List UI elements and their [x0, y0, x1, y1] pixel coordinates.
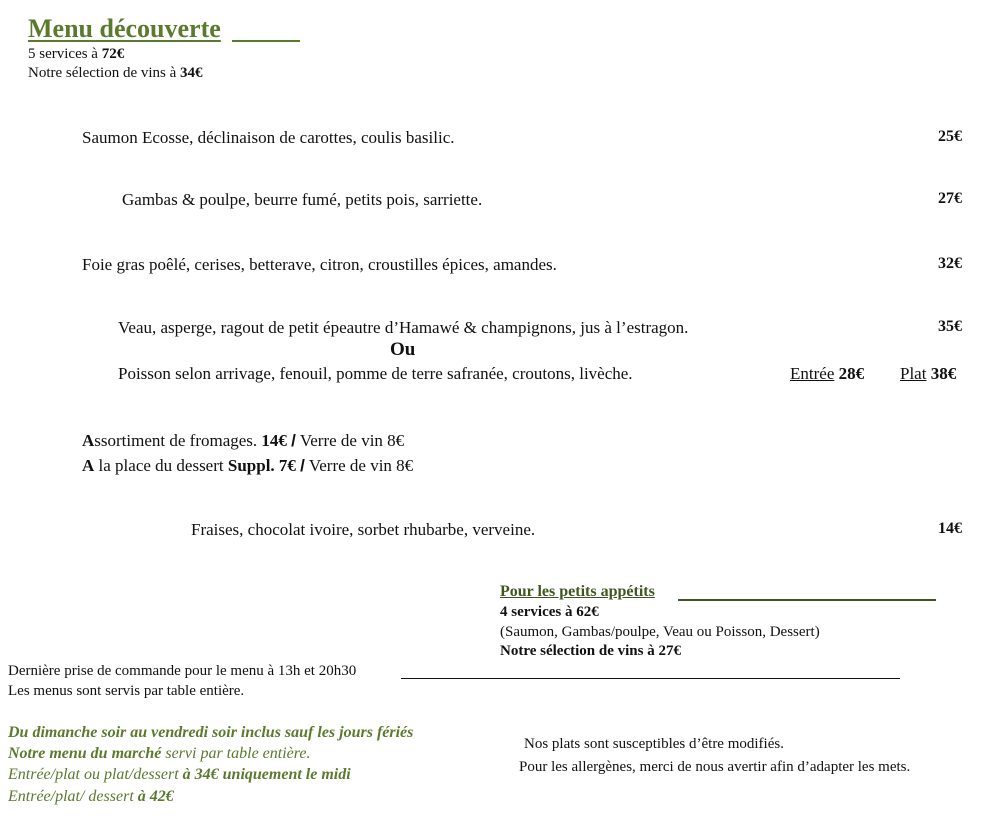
marche-title-line: [8, 745, 311, 763]
petits-appetits-underline: [678, 599, 936, 601]
cheese-wine: Verre de vin 8€: [295, 431, 405, 450]
plat-label: Plat: [900, 364, 927, 383]
title-underline: [232, 40, 300, 42]
petits-courses: (Saumon, Gambas/poulpe, Veau ou Poisson, Dessert): [500, 624, 820, 640]
order-deadline-line: [401, 678, 900, 679]
petits-wine: Notre sélection de vins à 27€: [500, 643, 681, 659]
entree-label: Entrée: [790, 364, 835, 383]
petits-services: 4 services à 62€: [500, 604, 599, 620]
supplement-text: la place du dessert: [94, 456, 228, 475]
supplement-wine: Verre de vin 8€: [304, 456, 414, 475]
petits-appetits-title: Pour les petits appétits: [500, 583, 655, 600]
marche-full-formula: [8, 788, 174, 806]
supplement-slash: /: [300, 456, 305, 475]
wine-selection-line: [28, 65, 203, 82]
marche-lunch-price: à 34€ uniquement le midi: [182, 766, 351, 783]
services-label: 5 services à: [28, 46, 102, 62]
plat-price: 38€: [930, 364, 957, 383]
marche-lunch-formula: [8, 766, 351, 784]
cheese-line: [82, 431, 404, 451]
marche-full-label: Entrée/plat/ dessert: [8, 788, 138, 805]
wine-selection-label: Notre sélection de vins à: [28, 65, 181, 81]
dish-gambas: Gambas & poulpe, beurre fumé, petits pois, sarriette.: [122, 190, 483, 209]
marche-lunch-label: Entrée/plat ou plat/dessert: [8, 766, 183, 783]
order-deadline: Dernière prise de commande pour le menu à 13h et 20h30: [8, 663, 357, 679]
marche-days: Du dimanche soir au vendredi soir inclus sauf les jours fériés: [8, 724, 414, 741]
marche-full-price: à 42€: [137, 788, 174, 805]
cheese-slash: /: [291, 431, 296, 450]
cheese-price: 14€: [261, 431, 287, 450]
price-saumon: 25€: [938, 128, 962, 145]
price-veau: 35€: [938, 318, 962, 335]
dish-foie-gras: Foie gras poêlé, cerises, betterave, citron, croustilles épices, amandes.: [82, 255, 557, 274]
cheese-supplement-line: [82, 456, 413, 476]
price-dessert: 14€: [938, 520, 962, 537]
plat-option: [900, 364, 956, 384]
dish-veau: Veau, asperge, ragout de petit épeautre d’Hamawé & champignons, jus à l’estragon.: [118, 318, 689, 337]
allergens-note: Pour les allergènes, merci de nous avertir afin d’adapter les mets.: [519, 759, 911, 775]
table-entire-note: Les menus sont servis par table entière.: [8, 683, 245, 699]
dishes-may-change-note: Nos plats sont susceptibles d’être modifiés.: [524, 736, 784, 752]
cheese-initial: A: [82, 431, 95, 450]
services-line: [28, 46, 124, 63]
dish-poisson: Poisson selon arrivage, fenouil, pomme de terre safranée, croutons, livèche.: [118, 364, 633, 383]
wine-selection-price: 34€: [180, 65, 203, 81]
dish-dessert: Fraises, chocolat ivoire, sorbet rhubarbe, verveine.: [191, 520, 536, 539]
or-separator: Ou: [390, 339, 416, 360]
price-gambas: 27€: [938, 190, 962, 207]
price-foie-gras: 32€: [938, 255, 962, 272]
supplement-price: Suppl. 7€: [227, 456, 296, 475]
menu-title: Menu découverte: [28, 14, 221, 43]
entree-option: [790, 364, 864, 384]
marche-subtitle: servi par table entière.: [161, 745, 311, 762]
marche-title: Notre menu du marché: [8, 745, 162, 762]
entree-price: 28€: [838, 364, 865, 383]
dish-saumon: Saumon Ecosse, déclinaison de carottes, coulis basilic.: [82, 128, 455, 147]
services-price: 72€: [101, 46, 125, 62]
supplement-initial: A: [82, 456, 95, 475]
cheese-text: ssortiment de fromages.: [94, 431, 262, 450]
